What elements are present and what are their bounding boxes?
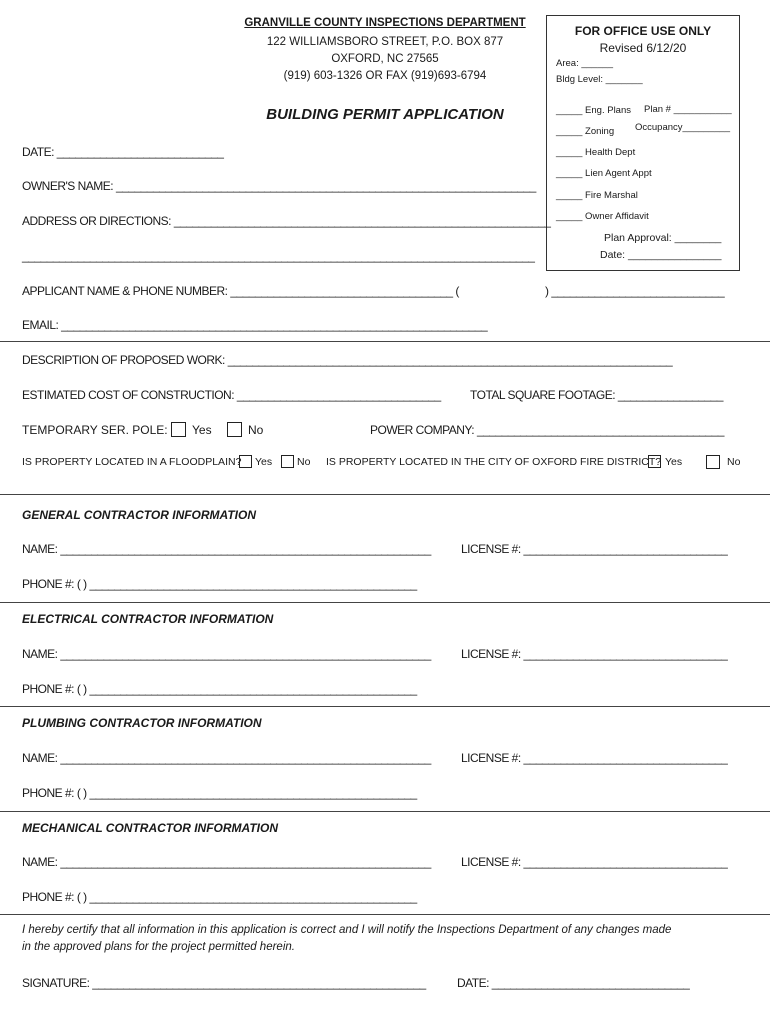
signature-field[interactable]: SIGNATURE: ______________________________________________________ — [22, 976, 426, 990]
mechanical-license-field[interactable]: LICENSE #: _________________________________ — [461, 855, 728, 869]
fire-district-no-label: No — [727, 456, 741, 468]
plumbing-phone-field[interactable]: PHONE #: ( ) _____________________________________________________ — [22, 786, 417, 800]
fire-district-label: IS PROPERTY LOCATED IN THE CITY OF OXFORD FIRE DISTRICT? — [326, 456, 662, 468]
approval-date-field: Date: ________________ — [600, 249, 722, 261]
mechanical-contractor-heading: MECHANICAL CONTRACTOR INFORMATION — [22, 821, 278, 835]
work-description-field[interactable]: DESCRIPTION OF PROPOSED WORK: ________________________________________________________________________ — [22, 353, 673, 367]
general-license-field[interactable]: LICENSE #: _________________________________ — [461, 542, 728, 556]
fire-district-yes-label: Yes — [665, 456, 683, 468]
revised-date: Revised 6/12/20 — [599, 41, 687, 55]
fire-district-no-checkbox[interactable] — [706, 455, 720, 469]
floodplain-yes-checkbox[interactable] — [239, 455, 252, 468]
bldg-level-field: Bldg Level: _______ — [556, 74, 643, 85]
address-continued-field[interactable]: ___________________________________________________________________________________ — [22, 249, 535, 263]
health-dept-field: _____ Health Dept — [556, 147, 636, 158]
zoning-field: _____ Zoning — [556, 126, 615, 137]
date-field[interactable]: DATE: ___________________________ — [22, 145, 224, 159]
divider — [0, 706, 770, 707]
fire-district-yes-checkbox[interactable] — [648, 455, 661, 468]
plumbing-name-field[interactable]: NAME: ____________________________________________________________ — [22, 751, 431, 765]
temp-pole-yes-label: Yes — [192, 423, 212, 437]
department-phone: (919) 603-1326 OR FAX (919)693-6794 — [283, 70, 487, 82]
certification-text-line2: in the approved plans for the project permitted herein. — [22, 941, 295, 953]
owner-name-field[interactable]: OWNER'S NAME: ____________________________________________________________________ — [22, 179, 536, 193]
form-title: BUILDING PERMIT APPLICATION — [266, 106, 504, 123]
electrical-license-field[interactable]: LICENSE #: _________________________________ — [461, 647, 728, 661]
temp-pole-no-checkbox[interactable] — [227, 422, 242, 437]
divider — [0, 602, 770, 603]
divider — [0, 914, 770, 915]
lien-agent-field: _____ Lien Agent Appt — [556, 168, 652, 179]
electrical-contractor-heading: ELECTRICAL CONTRACTOR INFORMATION — [22, 612, 274, 626]
general-name-field[interactable]: NAME: ____________________________________________________________ — [22, 542, 431, 556]
square-footage-field[interactable]: TOTAL SQUARE FOOTAGE: _________________ — [470, 388, 723, 402]
plumbing-contractor-heading: PLUMBING CONTRACTOR INFORMATION — [22, 716, 262, 730]
occupancy-field: Occupancy_________ — [635, 122, 731, 133]
temp-pole-label: TEMPORARY SER. POLE: — [22, 423, 168, 437]
estimated-cost-field[interactable]: ESTIMATED COST OF CONSTRUCTION: _________________________________ — [22, 388, 441, 402]
address-field[interactable]: ADDRESS OR DIRECTIONS: _____________________________________________________________ — [22, 214, 551, 228]
email-field[interactable]: EMAIL: _____________________________________________________________________ — [22, 318, 488, 332]
divider — [0, 494, 770, 495]
floodplain-no-label: No — [297, 456, 311, 468]
divider — [0, 811, 770, 812]
owner-affidavit-field: _____ Owner Affidavit — [556, 211, 649, 222]
divider — [0, 341, 770, 342]
eng-plans-field: _____ Eng. Plans — [556, 105, 632, 116]
department-name: GRANVILLE COUNTY INSPECTIONS DEPARTMENT — [244, 17, 526, 29]
plan-number-field: Plan # ___________ — [644, 104, 732, 115]
mechanical-phone-field[interactable]: PHONE #: ( ) _____________________________________________________ — [22, 890, 417, 904]
fire-marshal-field: _____ Fire Marshal — [556, 190, 638, 201]
applicant-phone-field[interactable]: ) ____________________________ — [545, 284, 725, 298]
signature-date-field[interactable]: DATE: ________________________________ — [457, 976, 690, 990]
floodplain-no-checkbox[interactable] — [281, 455, 294, 468]
plan-approval-field: Plan Approval: ________ — [604, 232, 722, 244]
temp-pole-yes-checkbox[interactable] — [171, 422, 186, 437]
area-field: Area: ______ — [556, 58, 614, 69]
office-use-box — [546, 15, 740, 271]
floodplain-yes-label: Yes — [255, 456, 273, 468]
electrical-name-field[interactable]: NAME: ____________________________________________________________ — [22, 647, 431, 661]
temp-pole-no-label: No — [248, 423, 264, 437]
mechanical-name-field[interactable]: NAME: ____________________________________________________________ — [22, 855, 431, 869]
applicant-field[interactable]: APPLICANT NAME & PHONE NUMBER: ____________________________________ ( — [22, 284, 459, 298]
power-company-field[interactable]: POWER COMPANY: ________________________________________ — [370, 423, 724, 437]
general-contractor-heading: GENERAL CONTRACTOR INFORMATION — [22, 508, 256, 522]
general-phone-field[interactable]: PHONE #: ( ) _____________________________________________________ — [22, 577, 417, 591]
department-address: 122 WILLIAMSBORO STREET, P.O. BOX 877 — [266, 36, 504, 48]
department-city: OXFORD, NC 27565 — [331, 53, 439, 65]
electrical-phone-field[interactable]: PHONE #: ( ) _____________________________________________________ — [22, 682, 417, 696]
plumbing-license-field[interactable]: LICENSE #: _________________________________ — [461, 751, 728, 765]
floodplain-label: IS PROPERTY LOCATED IN A FLOODPLAIN? — [22, 456, 242, 468]
office-title: FOR OFFICE USE ONLY — [574, 24, 712, 38]
certification-text-line1: I hereby certify that all information in this application is correct and I will notify the Inspections Department of any changes made — [22, 924, 672, 936]
